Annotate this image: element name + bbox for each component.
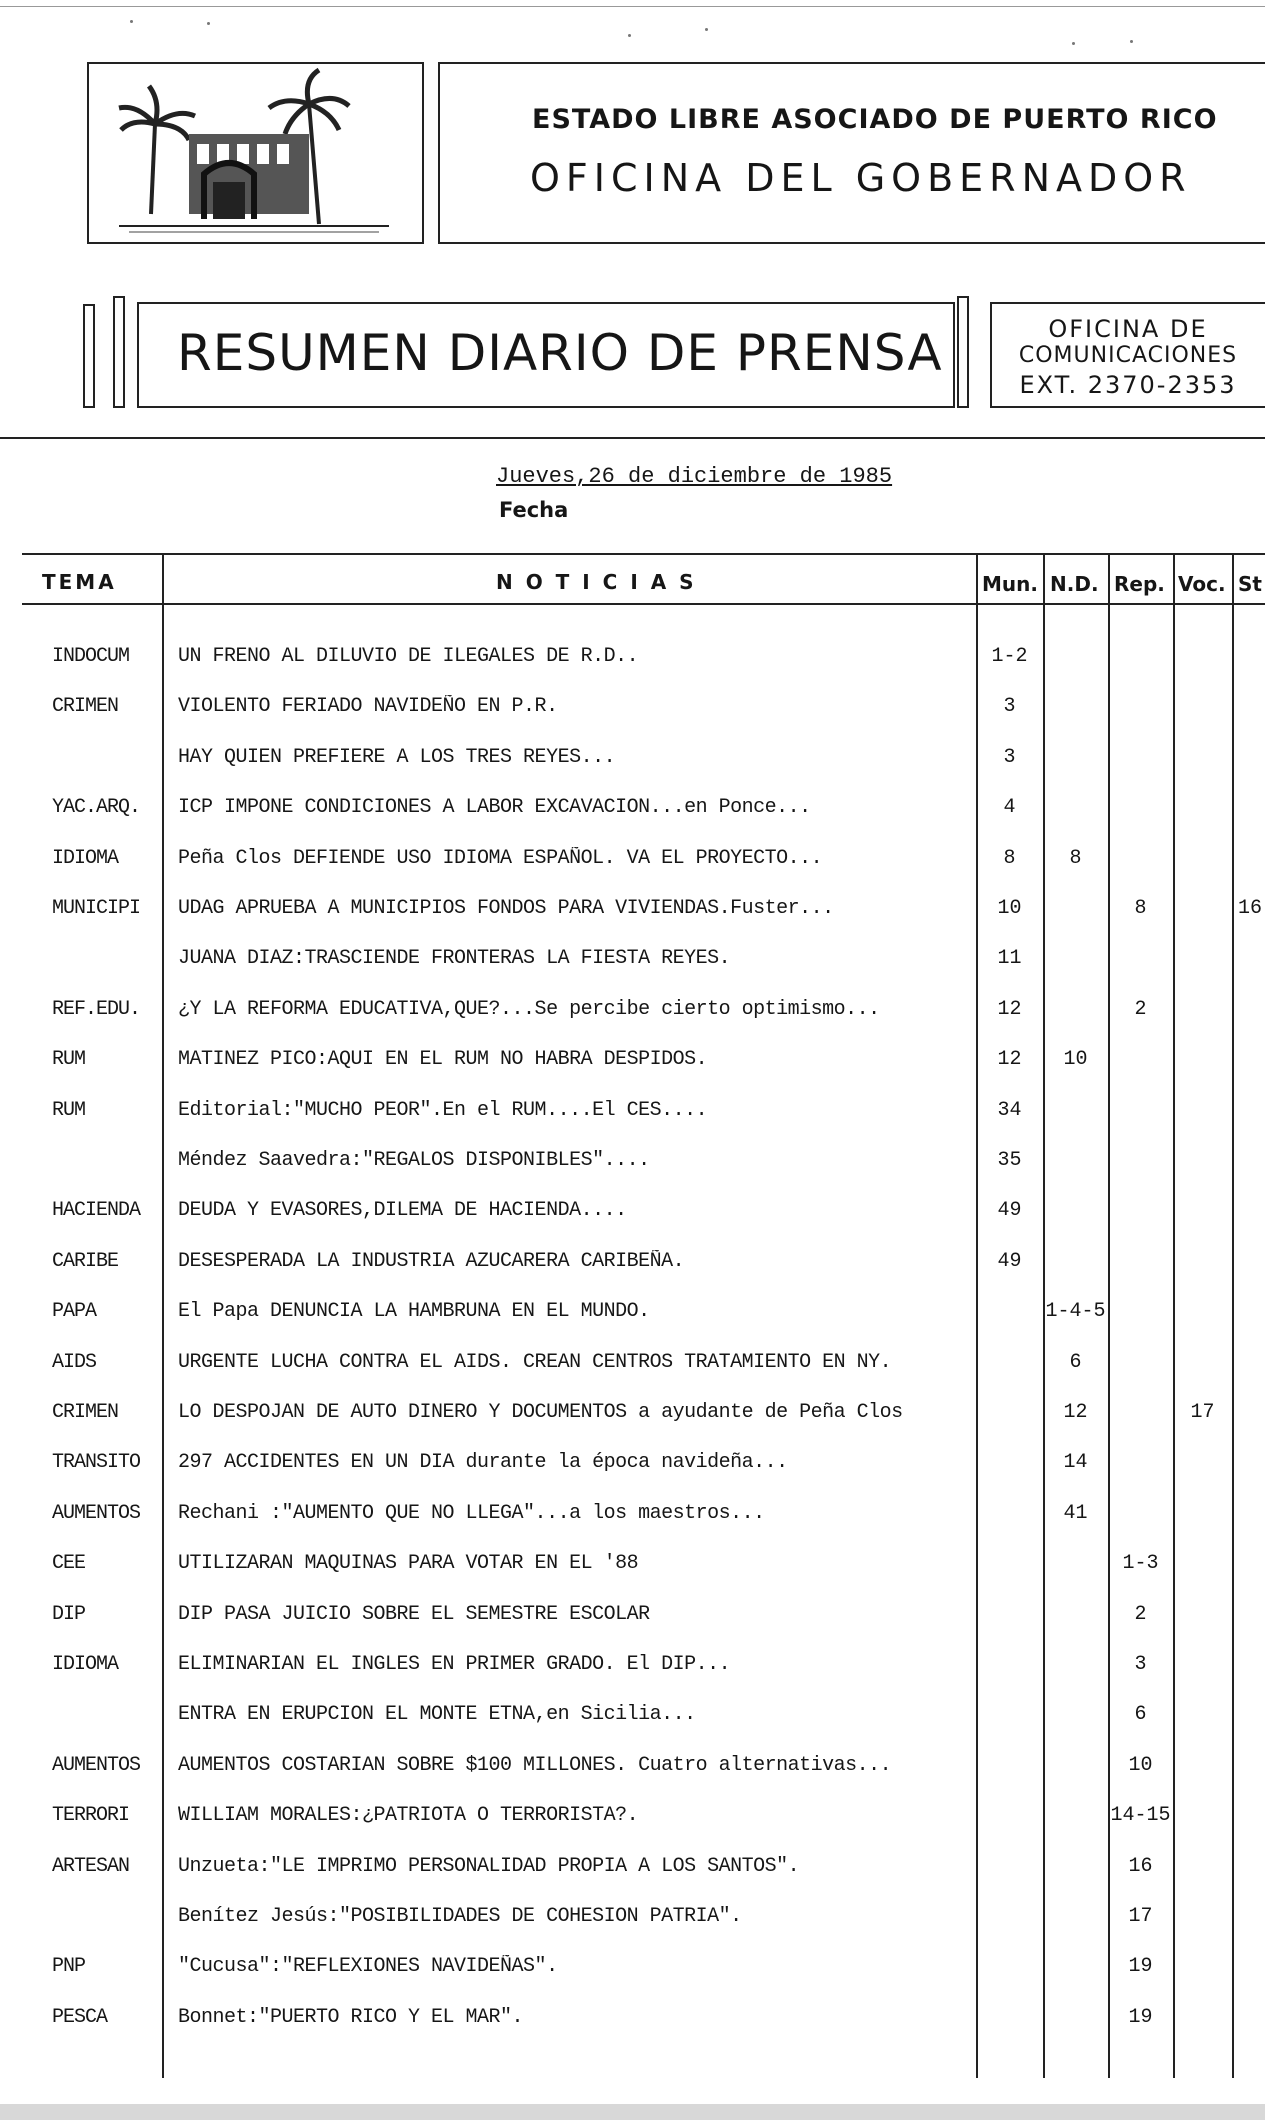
cell-noticia: El Papa DENUNCIA LA HAMBRUNA EN EL MUNDO.	[178, 1300, 650, 1323]
cell-mun: 3	[1003, 695, 1016, 718]
cell-tema: TERRORI	[52, 1804, 130, 1827]
cell-noticia: LO DESPOJAN DE AUTO DINERO Y DOCUMENTOS a ayudante de Peña Clos	[178, 1401, 903, 1424]
cell-noticia: Benítez Jesús:"POSIBILIDADES DE COHESION PATRIA".	[178, 1905, 742, 1928]
cell-tema: REF.EDU.	[52, 998, 141, 1021]
office-extension: EXT. 2370-2353	[1019, 371, 1237, 399]
cell-nd: 41	[1063, 1502, 1088, 1525]
cell-noticia: JUANA DIAZ:TRASCIENDE FRONTERAS LA FIESTA REYES.	[178, 947, 731, 970]
state-title: ESTADO LIBRE ASOCIADO DE PUERTO RICO	[532, 104, 1218, 135]
cell-noticia: WILLIAM MORALES:¿PATRIOTA O TERRORISTA?.	[178, 1804, 639, 1827]
cell-noticia: ¿Y LA REFORMA EDUCATIVA,QUE?...Se percibe cierto optimismo...	[178, 998, 880, 1021]
cell-noticia: DEUDA Y EVASORES,DILEMA DE HACIENDA....	[178, 1199, 627, 1222]
cell-rep: 17	[1128, 1905, 1153, 1928]
column-header-nd: N.D.	[1050, 572, 1099, 596]
scan-speck	[628, 34, 631, 37]
cell-rep: 2	[1134, 998, 1147, 1021]
cell-noticia: Méndez Saavedra:"REGALOS DISPONIBLES"....	[178, 1149, 650, 1172]
banner-bar-left-2	[113, 296, 125, 408]
cell-mun: 11	[997, 947, 1022, 970]
cell-tema: ARTESAN	[52, 1855, 130, 1878]
cell-rep: 6	[1134, 1703, 1147, 1726]
cell-tema: MUNICIPI	[52, 897, 141, 920]
cell-mun: 3	[1003, 746, 1016, 769]
scan-speck	[207, 22, 210, 25]
cell-tema: AUMENTOS	[52, 1754, 141, 1777]
cell-mun: 12	[997, 1048, 1022, 1071]
st-column-divider	[1232, 553, 1234, 2078]
scan-speck	[705, 28, 708, 31]
cell-tema: PAPA	[52, 1300, 97, 1323]
cell-noticia: DESESPERADA LA INDUSTRIA AZUCARERA CARIBEÑA.	[178, 1250, 685, 1273]
table-header-border	[22, 603, 1265, 605]
cell-noticia: Unzueta:"LE IMPRIMO PERSONALIDAD PROPIA A LOS SANTOS".	[178, 1855, 800, 1878]
date-value: Jueves,26 de diciembre de 1985	[496, 464, 893, 489]
cell-mun: 49	[997, 1199, 1022, 1222]
cell-rep: 1-3	[1122, 1552, 1159, 1575]
cell-tema: AUMENTOS	[52, 1502, 141, 1525]
column-header-voc: Voc.	[1178, 572, 1226, 596]
column-header-st: St	[1238, 572, 1262, 596]
cell-mun: 49	[997, 1250, 1022, 1273]
cell-mun: 1-2	[991, 645, 1028, 668]
cell-voc: 17	[1190, 1401, 1215, 1424]
column-header-tema: TEMA	[42, 570, 117, 594]
cell-st: 16	[1238, 897, 1263, 920]
cell-rep: 10	[1128, 1754, 1153, 1777]
cell-tema: IDIOMA	[52, 847, 119, 870]
cell-noticia: ENTRA EN ERUPCION EL MONTE ETNA,en Sicilia...	[178, 1703, 696, 1726]
office-line-1: OFICINA DE	[1048, 315, 1208, 343]
cell-rep: 16	[1128, 1855, 1153, 1878]
cell-tema: INDOCUM	[52, 645, 130, 668]
office-line-2: COMUNICACIONES	[1018, 343, 1238, 368]
banner-bar-left-1	[83, 304, 95, 408]
cell-tema: AIDS	[52, 1351, 97, 1374]
cell-noticia: AUMENTOS COSTARIAN SOBRE $100 MILLONES. Cuatro alternativas...	[178, 1754, 892, 1777]
cell-rep: 19	[1128, 1955, 1153, 1978]
office-box	[990, 302, 1265, 408]
column-header-rep: Rep.	[1114, 572, 1165, 596]
cell-tema: CRIMEN	[52, 695, 119, 718]
cell-tema: TRANSITO	[52, 1451, 141, 1474]
cell-noticia: ICP IMPONE CONDICIONES A LABOR EXCAVACION...en Ponce...	[178, 796, 811, 819]
banner-bar-right	[957, 296, 969, 408]
cell-noticia: UTILIZARAN MAQUINAS PARA VOTAR EN EL '88	[178, 1552, 639, 1575]
date-label: Fecha	[499, 498, 569, 522]
cell-rep: 2	[1134, 1603, 1147, 1626]
column-header-mun: Mun.	[982, 572, 1038, 596]
cell-noticia: MATINEZ PICO:AQUI EN EL RUM NO HABRA DESPIDOS.	[178, 1048, 708, 1071]
cell-mun: 34	[997, 1099, 1022, 1122]
mun-column-divider	[976, 553, 978, 2078]
cell-tema: CARIBE	[52, 1250, 119, 1273]
cell-noticia: HAY QUIEN PREFIERE A LOS TRES REYES...	[178, 746, 616, 769]
cell-nd: 12	[1063, 1401, 1088, 1424]
cell-mun: 12	[997, 998, 1022, 1021]
cell-tema: RUM	[52, 1048, 86, 1071]
cell-noticia: Peña Clos DEFIENDE USO IDIOMA ESPAÑOL. VA EL PROYECTO...	[178, 847, 823, 870]
cell-nd: 8	[1069, 847, 1082, 870]
cell-noticia: 297 ACCIDENTES EN UN DIA durante la época navideña...	[178, 1451, 788, 1474]
cell-rep: 19	[1128, 2006, 1153, 2029]
cell-rep: 3	[1134, 1653, 1147, 1676]
fortaleza-logo-icon	[89, 64, 422, 242]
header-separator	[0, 437, 1265, 439]
scan-speck	[1072, 42, 1075, 45]
scan-speck	[130, 20, 133, 23]
page-edge	[0, 6, 1265, 7]
cell-tema: CEE	[52, 1552, 86, 1575]
table-top-border	[22, 553, 1265, 555]
cell-nd: 6	[1069, 1351, 1082, 1374]
cell-noticia: ELIMINARIAN EL INGLES EN PRIMER GRADO. El DIP...	[178, 1653, 731, 1676]
cell-noticia: "Cucusa":"REFLEXIONES NAVIDEÑAS".	[178, 1955, 558, 1978]
column-header-noticias: N O T I C I A S	[496, 570, 697, 594]
cell-tema: HACIENDA	[52, 1199, 141, 1222]
cell-tema: DIP	[52, 1603, 86, 1626]
banner-title: RESUMEN DIARIO DE PRENSA	[177, 324, 943, 382]
cell-noticia: Editorial:"MUCHO PEOR".En el RUM....El CES....	[178, 1099, 708, 1122]
banner-box	[137, 302, 955, 408]
cell-mun: 4	[1003, 796, 1016, 819]
cell-nd: 1-4-5	[1045, 1300, 1106, 1323]
cell-mun: 35	[997, 1149, 1022, 1172]
office-title: OFICINA DEL GOBERNADOR	[530, 156, 1192, 200]
voc-column-divider	[1173, 553, 1175, 2078]
cell-tema: YAC.ARQ.	[52, 796, 141, 819]
cell-noticia: VIOLENTO FERIADO NAVIDEÑO EN P.R.	[178, 695, 558, 718]
cell-rep: 8	[1134, 897, 1147, 920]
rep-column-divider	[1108, 553, 1110, 2078]
cell-tema: CRIMEN	[52, 1401, 119, 1424]
title-box	[438, 62, 1265, 244]
cell-rep: 14-15	[1110, 1804, 1171, 1827]
cell-noticia: URGENTE LUCHA CONTRA EL AIDS. CREAN CENTROS TRATAMIENTO EN NY.	[178, 1351, 892, 1374]
cell-noticia: UN FRENO AL DILUVIO DE ILEGALES DE R.D..	[178, 645, 639, 668]
cell-tema: RUM	[52, 1099, 86, 1122]
scan-bottom-edge	[0, 2104, 1265, 2120]
logo-box	[87, 62, 424, 244]
cell-nd: 10	[1063, 1048, 1088, 1071]
cell-tema: IDIOMA	[52, 1653, 119, 1676]
scan-speck	[1130, 40, 1133, 43]
cell-tema: PNP	[52, 1955, 86, 1978]
cell-mun: 8	[1003, 847, 1016, 870]
cell-noticia: Rechani :"AUMENTO QUE NO LLEGA"...a los maestros...	[178, 1502, 765, 1525]
cell-noticia: Bonnet:"PUERTO RICO Y EL MAR".	[178, 2006, 524, 2029]
cell-noticia: DIP PASA JUICIO SOBRE EL SEMESTRE ESCOLAR	[178, 1603, 650, 1626]
cell-tema: PESCA	[52, 2006, 108, 2029]
cell-noticia: UDAG APRUEBA A MUNICIPIOS FONDOS PARA VIVIENDAS.Fuster...	[178, 897, 834, 920]
cell-mun: 10	[997, 897, 1022, 920]
cell-nd: 14	[1063, 1451, 1088, 1474]
